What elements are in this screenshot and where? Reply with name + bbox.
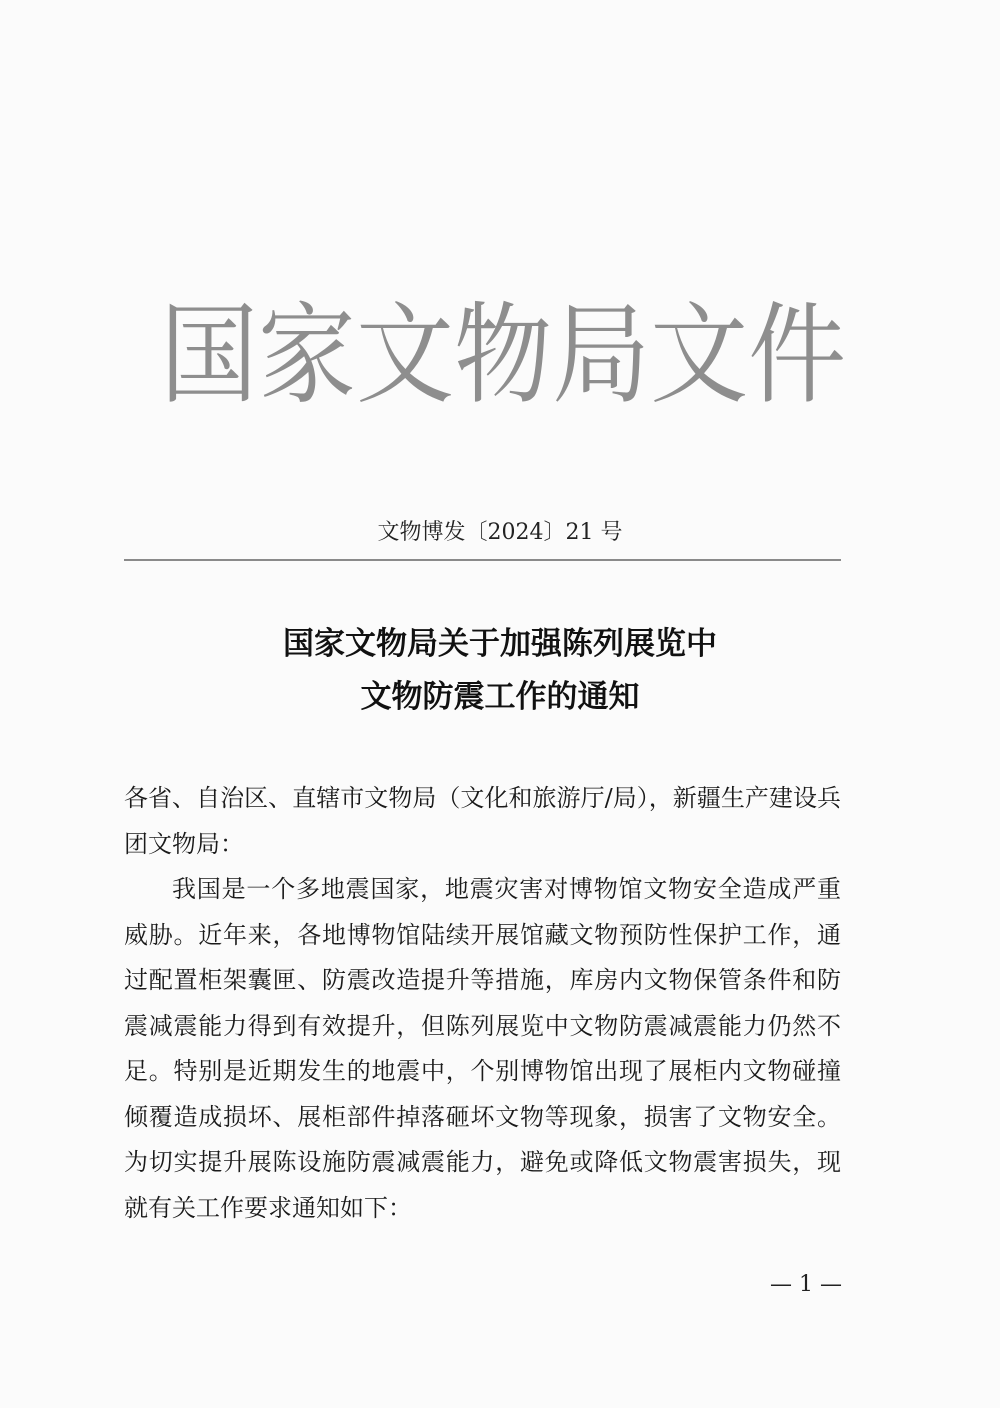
body-paragraph: 我国是一个多地震国家，地震灾害对博物馆文物安全造成严重威胁。近年来，各地博物馆陆续开展馆藏文物预防性保护工作，通过配置柜架囊匣、防震改造提升等措施，库房内文物保管条件和防震减震能力得到有效提升，但陈列展览中文物防震减震能力仍然不足。特别是近期发生的地震中，个别博物馆出现了展柜内文物碰撞倾覆造成损坏、展柜部件掉落砸坏文物等现象，损害了文物安全。为切实提升展陈设施防震减震能力，避免或降低文物震害损失，现就有关工作要求通知如下：	[124, 875, 841, 1222]
salutation: 各省、自治区、直辖市文物局（文化和旅游厅/局），新疆生产建设兵团文物局：	[124, 784, 841, 858]
header-char: 国	[160, 292, 259, 420]
header-char: 文	[650, 292, 749, 420]
notice-title-line-1: 国家文物局关于加强陈列展览中	[283, 626, 717, 662]
header-char: 物	[454, 292, 553, 420]
header-char: 件	[748, 292, 847, 420]
notice-body	[124, 776, 841, 1231]
header-separator-line	[124, 559, 841, 561]
header-char: 家	[258, 292, 357, 420]
notice-title-line-2: 文物防震工作的通知	[360, 679, 640, 715]
document-number: 文物博发〔2024〕21 号	[377, 520, 623, 545]
notice-title	[0, 618, 1000, 724]
header-char: 局	[552, 292, 651, 420]
page-number: — 1 —	[770, 1272, 842, 1297]
header-char: 文	[356, 292, 455, 420]
issuing-authority-header	[160, 292, 847, 420]
